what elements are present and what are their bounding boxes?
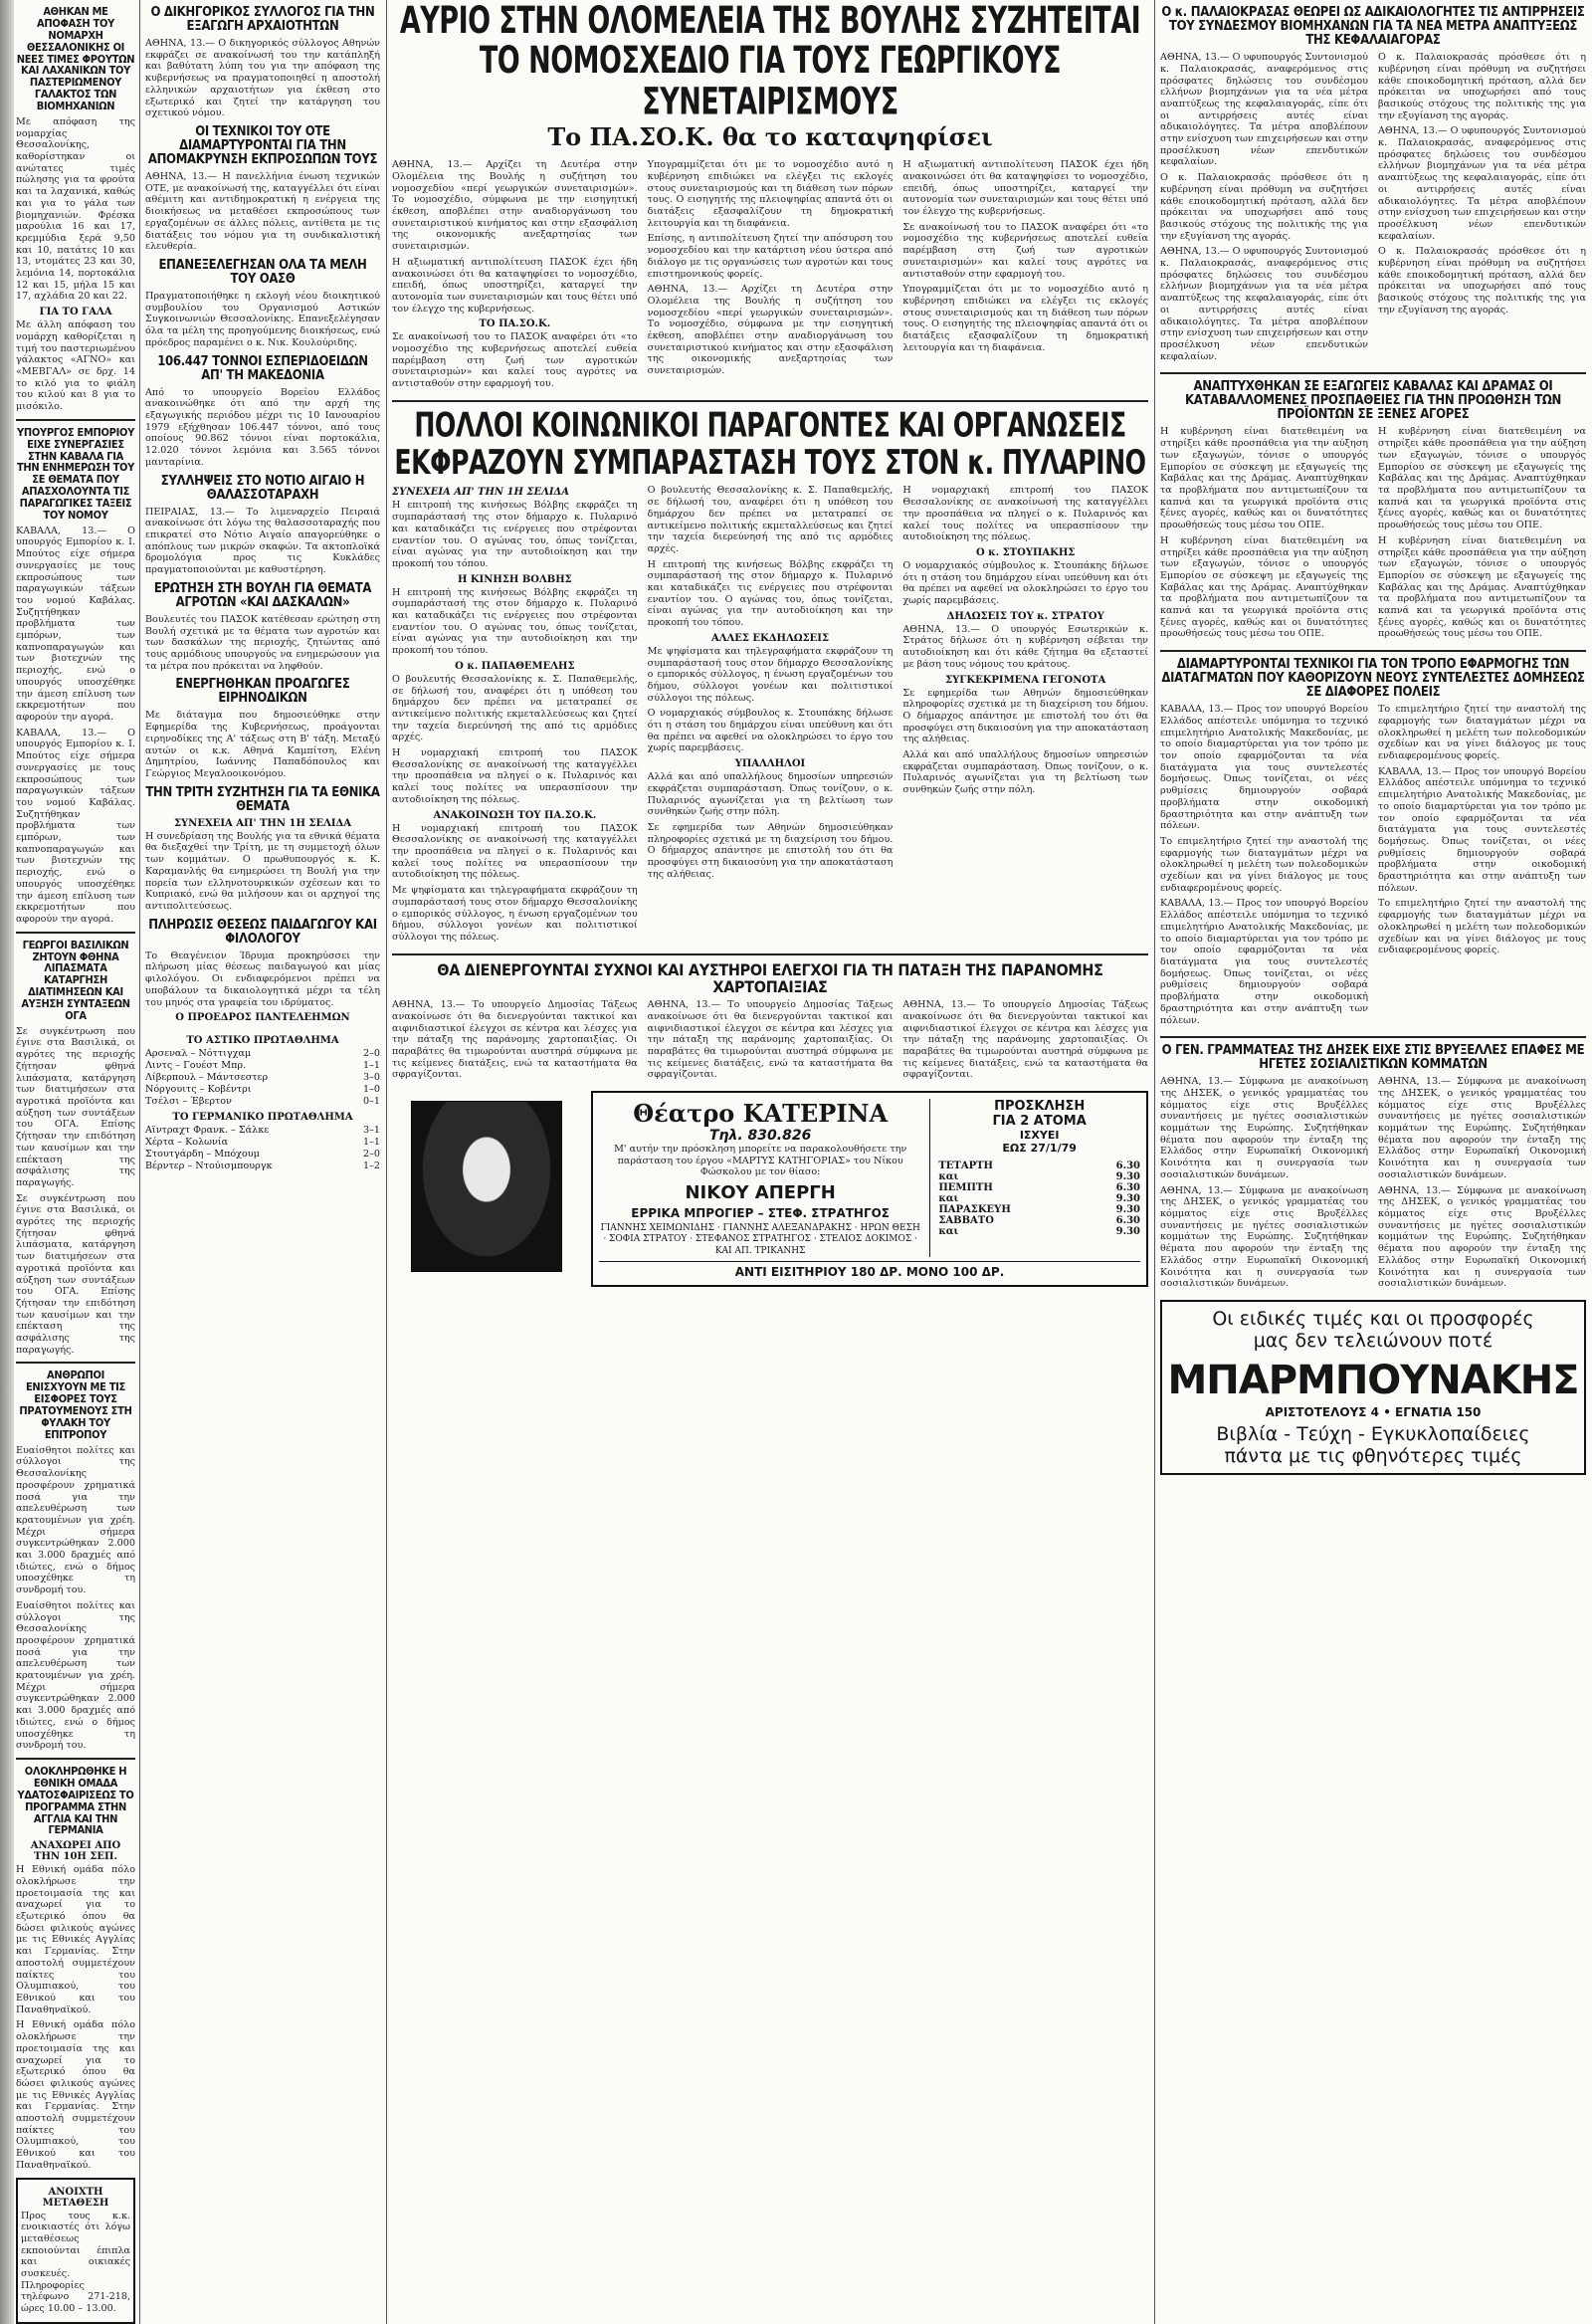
lead-story: [392, 159, 1148, 394]
lead-para: Επίσης, η αντιπολίτευση ζητεί την απόσυρση του νομοσχεδίου και την κατάρτιση νέου ύστερα από διάλογο με τις οργανώσεις των αγροτών και τους επιστημονικούς φορείς.: [647, 233, 894, 280]
headline-farmers: ΓΕΩΡΓΟΙ ΒΑΣΙΛΙΚΩΝ ΖΗΤΟΥΝ ΦΘΗΝΑ ΛΙΠΑΣΜΑΤΑ ΚΑΤΑΡΓΗΣΗ ΔΙΑΤΙΜΗΣΕΩΝ ΚΑΙ ΑΥΞΗΣΗ ΣΥΝΤΑΞΕΩΝ ΟΓΑ: [21, 938, 130, 1022]
article-prisoners-body: Ευαίσθητοι πολίτες και σύλλογοι της Θεσσαλονίκης προσφέρουν χρηματικά ποσά για την απελευθέρωση των κρατουμένων για χρέη. Μέχρι σήμερα συγκεντρώθηκαν 2.000 και 3.000 δραχμές από ιδιώτες, ενώ ο δήμος υποσχέθηκε τη συνδρομή του.: [16, 1444, 135, 1596]
headline-positions: ΠΛΗΡΩΣΙΣ ΘΕΣΕΩΣ ΠΑΙΔΑΓΩΓΟΥ ΚΑΙ ΦΙΛΟΛΟΓΟΥ: [148, 917, 377, 947]
article-lawyers-body: ΑΘΗΝΑ, 13.— Ο δικηγορικός σύλλογος Αθηνών εκφράζει σε ανακοίνωσή του την κατάπληξή και βαθύτατη λύπη του για την απόφαση της κυβερνήσεως να πραγματοποιηθεί η αποστολή ελληνικών αρχαιοτήτων για έκθεση στο εξωτερικό και ζητεί την κατάργηση του σχετικού νόμου.: [145, 38, 380, 119]
article-milk-body: Με άλλη απόφαση του νομάρχη καθορίζεται η τιμή του παστεριωμένου γάλακτος «ΑΓΝΟ» και «ΜΕΒΓΑΛ» σε δρχ. 14 το κιλό για το φιάλη του κιλού και 8 για το μισόκιλο.: [16, 319, 135, 413]
story-para: Ο νομαρχιακός σύμβουλος κ. Στουπάκης δήλωσε ότι η στάση του δημάρχου είναι υπεύθυνη και ότι θα πρέπει να αφεθεί να ολοκληρώσει το έργο του χωρίς παρεμβάσεις.: [902, 559, 1148, 607]
lead-para: Η αξιωματική αντιπολίτευση ΠΑΣΟΚ έχει ήδη ανακοινώσει ότι θα καταψηφίσει το νομοσχέδιο, επειδή, όπως υποστηρίζει, καταργεί την αυτονομία των συνεταιρισμών και τους θέτει υπό τον έλεγχο της κυβερνήσεως.: [392, 256, 638, 315]
page-gutter-shadow: [0, 0, 14, 2324]
divider: [1160, 650, 1586, 652]
story-para: Το επιμελητήριο ζητεί την αναστολή της εφαρμογής των διαταγμάτων μέχρι να ολοκληρωθεί η μελέτη των πολεοδομικών σχεδίων και να γίνει διάλογος με τους ενδιαφερομένους φορείς.: [1378, 704, 1586, 762]
story-para: Σε εφημερίδα των Αθηνών δημοσιεύθηκαν πληροφορίες σχετικά με τη διαχείριση του δήμου. Ο δήμαρχος απάντησε με επιστολή του ότι θα προσφύγει στη δικαιοσύνη για την αποκατάσταση της αλήθειας.: [902, 687, 1148, 745]
technicians-story: [1160, 704, 1586, 1030]
article-commerce-body-2: ΚΑΒΑΛΑ, 13.— Ο υπουργός Εμπορίου κ. Ι. Μπούτος είχε σήμερα συνεργασίες με τους εκπροσώπους των παραγωγικών τάξεων του νομού Καβάλας. Συζητήθηκαν προβλήματα των εμπόρων, των καπνοπαραγωγών και των βιοτεχνών της περιοχής, ενώ ο υπουργός υποσχέθηκε την άμεση επίλυση των εκκρεμοτήτων που αφορούν την αγορά.: [16, 727, 135, 925]
headline-citrus: 106.447 ΤΟΝΝΟΙ ΕΣΠΕΡΙΔΟΕΙΔΩΝ ΑΠ' ΤΗ ΜΑΚΕΔΟΝΙΑ: [157, 353, 368, 383]
subhead-waterpolo: ΑΝΑΧΩΡΕΙ ΑΠΟ ΤΗΝ 10Η ΣΕΠ.: [30, 1840, 121, 1863]
article-prices-body: Με απόφαση της νομαρχίας Θεσσαλονίκης, καθορίστηκαν οι ανώτατες τιμές πώλησης για τα φρούτα και τα λαχανικά, καθώς και για το γάλα των βιομηχανιών. Φρέσκα μαρούλια 16 και 17, κρεμμύδια ξερά 9,50 και 10, πατάτες 10 και 13, ντομάτες 23 και 30, λεμόνια 14, πορτοκάλια 12 και 15, μήλα 15 και 17, αχλάδια 20 και 22.: [16, 115, 135, 303]
subhead: ΔΗΛΩΣΕΙΣ ΤΟΥ κ. ΣΤΡΑΤΟΥ: [946, 610, 1104, 622]
portrait-block: [392, 1091, 581, 1287]
invite-label: ΠΡΟΣΚΛΗΣΗ: [994, 1099, 1086, 1115]
bookshop-ad: [1160, 1300, 1586, 1475]
column-3-main: [392, 0, 1148, 1287]
story-para: ΑΘΗΝΑ, 13.— Σύμφωνα με ανακοίνωση της ΔΗΣΕΚ, ο γενικός γραμματέας του κόμματος είχε στις Βρυξέλλες συναντήσεις με ηγέτες σοσιαλιστικών κομμάτων της Ευρώπης. Συζητήθηκαν θέματα που αφορούν την ένταξη της Ελλάδος στην Ευρωπαϊκή Οικονομική Κοινότητα και η συνεργασία των σοσιαλιστικών δυνάμεων.: [1378, 1184, 1586, 1290]
schedule-row: ΠΑΡΑΣΚΕΥΗ 9.30: [938, 1204, 1140, 1216]
story-para: Η κυβέρνηση είναι διατεθειμένη να στηρίξει κάθε προσπάθεια για την αύξηση των εξαγωγών, τόνισε ο υπουργός Εμπορίου σε σύσκεψη με εξαγωγείς της Καβάλας και της Δράμας. Αναπτύχθηκαν τα προβλήματα που αντιμετωπίζουν τα καπνά και τα γεωργικά προϊόντα στις ξένες αγορές, καθώς και οι δυνατότητες προωθήσεώς τους μέσω του ΟΠΕ.: [1378, 426, 1586, 531]
subhead: ΣΥΓΚΕΚΡΙΜΕΝΑ ΓΕΓΟΝΟΤΑ: [945, 674, 1106, 686]
bookshop-name: ΜΠΑΡΜΠΟΥΝΑΚΗΣ: [1167, 1357, 1579, 1403]
headline-lawyers: Ο ΔΙΚΗΓΟΡΙΚΟΣ ΣΥΛΛΟΓΟΣ ΓΙΑ ΤΗΝ ΕΞΑΓΩΓΗ ΑΡΧΑΙΟΤΗΤΩΝ: [150, 5, 375, 35]
subhead: Ο κ. ΠΑΠΑΘΕΜΕΛΗΣ: [455, 660, 575, 672]
subhead: ΑΝΑΚΟΙΝΩΣΗ ΤΟΥ ΠΑ.ΣΟ.Κ.: [433, 809, 597, 821]
story-para: Σε εφημερίδα των Αθηνών δημοσιεύθηκαν πληροφορίες σχετικά με τη διαχείριση του δήμου. Ο δήμαρχος απάντησε με επιστολή του ότι θα προσφύγει στη δικαιοσύνη για την αποκατάσταση της αλήθειας.: [647, 822, 894, 880]
schedule-row: και 9.30: [938, 1193, 1140, 1205]
story-para: Η κυβέρνηση είναι διατεθειμένη να στηρίξει κάθε προσπάθεια για την αύξηση των εξαγωγών, τόνισε ο υπουργός Εμπορίου σε σύσκεψη με εξαγωγείς της Καβάλας και της Δράμας. Αναπτύχθηκαν τα προβλήματα που αντιμετωπίζουν τα καπνά και τα γεωργικά προϊόντα στις ξένες αγορές, καθώς και οι δυνατότητες προωθήσεώς τους μέσω του ΟΠΕ.: [1160, 534, 1368, 640]
article-citrus-body: Από το υπουργείο Βορείου Ελλάδος ανακοινώθηκε ότι από την αρχή της εξαγωγικής περιόδου μέχρι τις 10 Ιανουαρίου 1979 εξήχθησαν 106.447 τόννοι, από τους οποίους 90.862 τόννοι είναι πορτοκάλια, 12.020 τόννοι λεμόνια και 3.565 τόννοι μανταρίνια.: [145, 386, 380, 468]
divider: [16, 419, 135, 421]
divider: [16, 1362, 135, 1364]
article-prisoners-body-2: Ευαίσθητοι πολίτες και σύλλογοι της Θεσσαλονίκης προσφέρουν χρηματικά ποσά για την απελευθέρωση των κρατουμένων για χρέη. Μέχρι σήμερα συγκεντρώθηκαν 2.000 και 3.000 δραχμές από ιδιώτες, ενώ ο δήμος υποσχέθηκε τη συνδρομή του.: [16, 1599, 135, 1752]
story-para: Η κυβέρνηση είναι διατεθειμένη να στηρίξει κάθε προσπάθεια για την αύξηση των εξαγωγών, τόνισε ο υπουργός Εμπορίου σε σύσκεψη με εξαγωγείς της Καβάλας και της Δράμας. Αναπτύχθηκαν τα προβλήματα που αντιμετωπίζουν τα καπνά και τα γεωργικά προϊόντα στις ξένες αγορές, καθώς και οι δυνατότητες προωθήσεώς τους μέσω του ΟΠΕ.: [1378, 534, 1586, 640]
story-para: Ο νομαρχιακός σύμβουλος κ. Στουπάκης δήλωσε ότι η στάση του δημάρχου είναι υπεύθυνη και ότι θα πρέπει να αφεθεί να ολοκληρώσει το έργο του χωρίς παρεμβάσεις.: [647, 708, 894, 754]
story-para: Η νομαρχιακή επιτροπή του ΠΑΣΟΚ Θεσσαλονίκης σε ανακοίνωσή της καταγγέλλει την προσπάθεια να πληγεί ο κ. Πυλαρινός και καλεί τους πολίτες να υπερασπίσουν την αυτοδιοίκηση της πόλεως.: [392, 747, 638, 805]
headline-aegean: ΣΥΛΛΗΨΕΙΣ ΣΤΟ ΝΟΤΙΟ ΑΙΓΑΙΟ Η ΘΑΛΑΣΣΟΤΑΡΑΧΗ: [160, 473, 365, 503]
invite-until: ΕΩΣ 27/1/79: [1002, 1142, 1077, 1156]
story-para: Ο βουλευτής Θεσσαλονίκης κ. Σ. Παπαθεμελής, σε δήλωσή του, αναφέρει ότι η υπόθεση του δημάρχου δεν πρέπει να μετατραπεί σε αντικείμενο πολιτικής εκμεταλλεύσεως και ζητεί την ταχεία διερεύνησή της από τις αρμόδιες αρχές.: [647, 485, 894, 554]
lead-para: Σε ανακοίνωσή του το ΠΑΣΟΚ αναφέρει ότι «το νομοσχέδιο της κυβερνήσεως αποτελεί ευθεία παρέμβαση στη ζωή των αγροτικών συνεταιρισμών» και καλεί τους αγρότες να αντισταθούν στην εφαρμογή του.: [392, 331, 638, 390]
schedule-row: και 9.30: [938, 1171, 1140, 1183]
subhead-continued: ΣΥΝΕΧΕΙΑ ΑΠ' ΤΗΝ 1Η ΣΕΛΙΔΑ: [173, 817, 352, 829]
subhead-milk: ΓΙΑ ΤΟ ΓΑΛΑ: [39, 307, 112, 318]
exporters-story: [1160, 426, 1586, 644]
story-para: Το επιμελητήριο ζητεί την αναστολή της εφαρμογής των διαταγμάτων μέχρι να ολοκληρωθεί η μελέτη των πολεοδομικών σχεδίων και να γίνει διάλογος με τους ενδιαφερομένους φορείς.: [1160, 835, 1368, 894]
score-row: Στουτγάρδη – Μπόχουμ 2–0: [145, 1149, 380, 1161]
sports-block: [145, 1031, 380, 1172]
score-row: Βέρντερ – Ντούισμπουργκ 1–2: [145, 1161, 380, 1172]
story-para: Αλλά και από υπαλλήλους δημοσίων υπηρεσιών εκφράζεται συμπαράσταση. Όπως τονίζουν, ο κ. Πυλαρινός αγωνίζεται για τη βελτίωση των συνθηκών ζωής στην πόλη.: [902, 749, 1148, 796]
theatre-price: ΑΝΤΙ ΕΙΣΙΤΗΡΙΟΥ 180 ΔΡ. ΜΟΝΟ 100 ΔΡ.: [599, 1261, 1140, 1279]
signature: Ο ΠΡΟΕΔΡΟΣ ΠΑΝΤΕΛΕΗΜΩΝ: [175, 1012, 350, 1024]
headline-justices: ΕΝΕΡΓΗΘΗΚΑΝ ΠΡΟΑΓΩΓΕΣ ΕΙΡΗΝΟΔΙΚΩΝ: [175, 677, 350, 707]
article-farmers-body-2: Σε συγκέντρωση που έγινε στα Βασιλικά, οι αγρότες της περιοχής ζήτησαν φθηνά λιπάσματα, κατάργηση των διατιμήσεων στα αγροτικά προϊόντα και αύξηση των συντάξεων του ΟΓΑ. Επίσης ζήτησαν την επιδότηση των καυσίμων και την επέκταση της ασφάλισης της παραγωγής.: [16, 1192, 135, 1356]
story-para: Ο κ. Παλαιοκρασάς πρόσθεσε ότι η κυβέρνηση είναι πρόθυμη να συζητήσει κάθε εποικοδομητική πρόταση, αλλά δεν πρόκειται να υποχωρήσει από τους βασικούς στόχους της πολιτικής της για την εξυγίανση της αγοράς.: [1378, 52, 1586, 121]
subhead: ΑΛΛΕΣ ΕΚΔΗΛΩΣΕΙΣ: [710, 632, 830, 644]
theatre-intro: Μ' αυτήν την πρόσκληση μπορείτε να παρακολουθήσετε την παράσταση του έργου «ΜΑΡΤΥΣ ΚΑΤΗΓΟΡΙΑΣ» του Νίκου Φώσκολου με τον θίασο:: [614, 1144, 907, 1178]
notice-box: [16, 2178, 135, 2324]
column-rule: [386, 0, 387, 2324]
article-positions-body: Το Θεαγένειον Ίδρυμα προκηρύσσει την πλήρωση μίας θέσεως παιδαγωγού και μίας φιλολόγου. Οι ενδιαφερόμενοι πρέπει να υποβάλουν τα δικαιολογητικά μέχρι τα τέλη του μηνός στα γραφεία του ιδρύματος.: [145, 950, 380, 1008]
story-para: Με ψηφίσματα και τηλεγραφήματα εκφράζουν τη συμπαράστασή τους στον δήμαρχο Θεσσαλονίκης ο εμπορικός σύλλογος, η ένωση εργαζομένων του δήμου, σύλλογοι γονέων και πολιτιστικοί σύλλογοι της πόλεως.: [392, 885, 638, 943]
article-waterpolo-body-2: Η Εθνική ομάδα πόλο ολοκλήρωσε την προετοιμασία της και αναχωρεί για το εξωτερικό όπου θα δώσει φιλικούς αγώνες με τις Εθνικές Αγγλίας και Γερμανίας. Στην αποστολή συμμετέχουν παίκτες του Ολυμπιακού, του Εθνικού και του Παναθηναϊκού.: [16, 2019, 135, 2171]
article-commerce-body: ΚΑΒΑΛΑ, 13.— Ο υπουργός Εμπορίου κ. Ι. Μπούτος είχε σήμερα συνεργασίες με τους εκπροσώπους των παραγωγικών τάξεων του νομού Καβάλας. Συζητήθηκαν προβλήματα των εμπόρων, των καπνοπαραγωγών και των βιοτεχνών της περιοχής, ενώ ο υπουργός υποσχέθηκε την άμεση επίλυση των εκκρεμοτήτων που αφορούν την αγορά.: [16, 525, 135, 723]
score-row: Νόργουιτς – Κοβέντρι 1–0: [145, 1084, 380, 1096]
column-1: [16, 0, 135, 2324]
score-row: Λίβερπουλ – Μάντσεστερ 3–0: [145, 1072, 380, 1084]
headline-exporters: ΑΝΑΠΤΥΧΘΗΚΑΝ ΣΕ ΕΞΑΓΩΓΕΙΣ ΚΑΒΑΛΑΣ ΚΑΙ ΔΡΑΜΑΣ ΟΙ ΚΑΤΑΒΑΛΛΟΜΕΝΕΣ ΠΡΟΣΠΑΘΕΙΕΣ ΓΙΑ ΤΗΝ ΠΡΟΩΘΗΣΗ ΤΩΝ ΠΡΟΪΟΝΤΩΝ ΣΕ ΞΕΝΕΣ ΑΓΟΡΕΣ: [1184, 379, 1562, 423]
score-row: Χέρτα – Κολωνία 1–1: [145, 1137, 380, 1149]
subhead: ΥΠΑΛΛΗΛΟΙ: [734, 758, 806, 770]
lead-para: Υπογραμμίζεται ότι με το νομοσχέδιο αυτό η κυβέρνηση επιδιώκει να ελέγξει τις εκλογές στους συνεταιρισμούς και τη διάθεση των πόρων τους. Ο εισηγητής της πλειοψηφίας απαντά ότι οι διατάξεις εξασφαλίζουν τη δημοκρατική λειτουργία και τη διαφάνεια.: [647, 159, 894, 229]
lead-para: Η αξιωματική αντιπολίτευση ΠΑΣΟΚ έχει ήδη ανακοινώσει ότι θα καταψηφίσει το νομοσχέδιο, επειδή, όπως υποστηρίζει, καταργεί την αυτονομία των συνεταιρισμών και τους θέτει υπό τον έλεγχο της κυβερνήσεως.: [902, 159, 1148, 217]
actor-portrait-photo: [411, 1101, 562, 1272]
story-para: Το επιμελητήριο ζητεί την αναστολή της εφαρμογής των διαταγμάτων μέχρι να ολοκληρωθεί η μελέτη των πολεοδομικών σχεδίων και να γίνει διάλογος με τους ενδιαφερομένους φορείς.: [1378, 898, 1586, 956]
article-question-body: Βουλευτές του ΠΑΣΟΚ κατέθεσαν ερώτηση στη Βουλή σχετικά με τα θέματα των αγροτών και των δασκάλων της περιοχής, ζητώντας από τους αρμόδιους υπουργούς να ενημερώσουν για τα μέτρα που πρόκειται να ληφθούν.: [145, 613, 380, 672]
lead-para: ΑΘΗΝΑ, 13.— Αρχίζει τη Δευτέρα στην Ολομέλεια της Βουλής η συζήτηση του νομοσχεδίου «περί γεωργικών συνεταιρισμών». Το νομοσχέδιο, σύμφωνα με την εισηγητική έκθεση, αποβλέπει στην αναδιοργάνωση του συνεταιριστικού κινήματος και στην εξασφάλιση της οικονομικής ανεξαρτησίας των συνεταιρισμών.: [647, 284, 894, 377]
sports-title: ΤΟ ΑΣΤΙΚΟ ΠΡΩΤΑΘΛΗΜΑ: [186, 1035, 339, 1047]
theatre-co-stars: ΕΡΡΙΚΑ ΜΠΡΟΓΙΕΡ – ΣΤΕΦ. ΣΤΡΑΤΗΓΟΣ: [631, 1206, 891, 1221]
headline-dhsek: Ο ΓΕΝ. ΓΡΑΜΜΑΤΕΑΣ ΤΗΣ ΔΗΣΕΚ ΕΙΧΕ ΣΤΙΣ ΒΡΥΞΕΛΛΕΣ ΕΠΑΦΕΣ ΜΕ ΗΓΕΤΕΣ ΣΟΣΙΑΛΙΣΤΙΚΩΝ ΚΟΜΜΑΤΩΝ: [1161, 1043, 1585, 1073]
story-para: ΚΑΒΑΛΑ, 13.— Προς τον υπουργό Βορείου Ελλάδος απέστειλε υπόμνημα το τεχνικό επιμελητήριο Ανατολικής Μακεδονίας, με το οποίο διαμαρτύρεται για τον τρόπο με τον οποίο εφαρμόζονται τα νέα διατάγματα για τους συντελεστές δομήσεως. Όπως τονίζεται, οι νέες ρυθμίσεις δημιουργούν σοβαρά προβλήματα στην οικοδομική δραστηριότητα και στην ανάπτυξη των πόλεων.: [1160, 898, 1368, 1026]
main-deck: Το ΠΑ.ΣΟ.Κ. θα το καταψηφίσει: [547, 122, 993, 152]
headline-capital-market: Ο κ. ΠΑΛΑΙΟΚΡΑΣΑΣ ΘΕΩΡΕΙ ΩΣ ΑΔΙΚΑΙΟΛΟΓΗΤΕΣ ΤΙΣ ΑΝΤΙΡΡΗΣΕΙΣ ΤΟΥ ΣΥΝΔΕΣΜΟΥ ΒΙΟΜΗΧΑΝΩΝ ΓΙΑ ΤΑ ΝΕΑ ΜΕΤΡΑ ΑΝΑΠΤΥΞΕΩΣ ΤΗΣ ΚΕΦΑΛΑΙΑΓΟΡΑΣ: [1161, 5, 1585, 49]
gambling-para: ΑΘΗΝΑ, 13.— Το υπουργείο Δημοσίας Τάξεως ανακοίνωσε ότι θα διενεργούνται τακτικοί και αιφνιδιαστικοί έλεγχοι σε κέντρα και λέσχες για την πάταξη της παράνομης χαρτοπαιξίας. Οι παραβάτες θα τιμωρούνται αυστηρά σύμφωνα με τις κείμενες διατάξεις, ενώ τα καταστήματα θα σφραγίζονται.: [392, 999, 638, 1081]
main-banner-headline: ΑΥΡΙΟ ΣΤΗΝ ΟΛΟΜΕΛΕΙΑ ΤΗΣ ΒΟΥΛΗΣ ΣΥΖΗΤΕΙΤΑΙ ΤΟ ΝΟΜΟΣΧΕΔΙΟ ΓΙΑ ΤΟΥΣ ΓΕΩΡΓΙΚΟΥΣ ΣΥΝΕΤΑΙΡΙΣΜΟΥΣ: [399, 0, 1141, 124]
theatre-phone: Τηλ. 830.826: [708, 1128, 812, 1145]
article-aegean-body: ΠΕΙΡΑΙΑΣ, 13.— Το λιμεναρχείο Πειραιά ανακοίνωσε ότι λόγω της θαλασσοταραχής που επικρατεί στο Νότιο Αιγαίο απαγορεύθηκε ο απόπλους των μικρών σκαφών. Τα ακτοπλοϊκά δρομολόγια προς τις Κυκλάδες πραγματοποιούνται με καθυστέρηση.: [145, 506, 380, 576]
column-rule: [1154, 0, 1155, 2324]
bookshop-line2: μας δεν τελειώνουν ποτέ: [1253, 1329, 1493, 1352]
lead-para: ΑΘΗΝΑ, 13.— Αρχίζει τη Δευτέρα στην Ολομέλεια της Βουλής η συζήτηση του νομοσχεδίου «περί γεωργικών συνεταιρισμών». Το νομοσχέδιο, σύμφωνα με την εισηγητική έκθεση, αποβλέπει στην αναδιοργάνωση του συνεταιριστικού κινήματος και στην εξασφάλιση της οικονομικής ανεξαρτησίας των συνεταιρισμών.: [392, 159, 638, 253]
dhsek-story: [1160, 1076, 1586, 1294]
story-para: Αλλά και από υπαλλήλους δημοσίων υπηρεσιών εκφράζεται συμπαράσταση. Όπως τονίζουν, ο κ. Πυλαρινός αγωνίζεται για τη βελτίωση των συνθηκών ζωής στην πόλη.: [647, 771, 894, 818]
story-para: Ο κ. Παλαιοκρασάς πρόσθεσε ότι η κυβέρνηση είναι πρόθυμη να συζητήσει κάθε εποικοδομητική πρόταση, αλλά δεν πρόκειται να υποχωρήσει από τους βασικούς στόχους της πολιτικής της για την εξυγίανση της αγοράς.: [1378, 246, 1586, 316]
subhead-pasok: ΤΟ ΠΑ.ΣΟ.Κ.: [479, 318, 551, 330]
bookshop-line4: πάντα με τις φθηνότερες τιμές: [1224, 1444, 1522, 1467]
bookshop-address: ΑΡΙΣΤΟΤΕΛΟΥΣ 4 • ΕΓΝΑΤΙΑ 150: [1265, 1404, 1482, 1419]
gambling-para: ΑΘΗΝΑ, 13.— Το υπουργείο Δημοσίας Τάξεως ανακοίνωσε ότι θα διενεργούνται τακτικοί και αιφνιδιαστικοί έλεγχοι σε κέντρα και λέσχες για την πάταξη της παράνομης χαρτοπαιξίας. Οι παραβάτες θα τιμωρούνται αυστηρά σύμφωνα με τις κείμενες διατάξεις, ενώ τα καταστήματα θα σφραγίζονται.: [902, 999, 1148, 1081]
lead-para: Υπογραμμίζεται ότι με το νομοσχέδιο αυτό η κυβέρνηση επιδιώκει να ελέγξει τις εκλογές στους συνεταιρισμούς και τη διάθεση των πόρων τους. Ο εισηγητής της πλειοψηφίας απαντά ότι οι διατάξεις εξασφαλίζουν τη δημοκρατική λειτουργία και τη διαφάνεια.: [902, 284, 1148, 353]
headline-waterpolo: ΟΛΟΚΛΗΡΩΘΗΚΕ Η ΕΘΝΙΚΗ ΟΜΑΔΑ ΥΔΑΤΟΣΦΑΙΡΙΣΕΩΣ ΤΟ ΠΡΟΓΡΑΜΜΑ ΣΤΗΝ ΑΓΓΛΙΑ ΚΑΙ ΤΗΝ ΓΕΡΜΑΝΙΑ: [17, 1765, 134, 1837]
article-ote-body: ΑΘΗΝΑ, 13.— Η πανελλήνια ένωση τεχνικών ΟΤΕ, με ανακοίνωσή της, καταγγέλλει ότι είναι αθέμιτη και αντιδημοκρατική η ενέργεια της διοικήσεως να μεταθέσει εκπροσώπους των εργαζομένων σε άλλες πόλεις, αντίθετα με τις διατάξεις του νόμου για τη συνδικαλιστική ελευθερία.: [145, 171, 380, 253]
headline-question-parliament: ΕΡΩΤΗΣΗ ΣΤΗ ΒΟΥΛΗ ΓΙΑ ΘΕΜΑΤΑ ΑΓΡΟΤΩΝ «ΚΑΙ ΔΑΣΚΑΛΩΝ»: [153, 580, 372, 610]
article-oasth-body: Πραγματοποιήθηκε η εκλογή νέου διοικητικού συμβουλίου του Οργανισμού Αστικών Συγκοινωνιών Θεσσαλονίκης. Επανεξελέγησαν όλα τα μέλη της προηγούμενης διοικήσεως, ενώ πρόεδρος παραμένει ο κ. Νικ. Κουλούριδης.: [145, 291, 380, 348]
story-para: ΑΘΗΝΑ, 13.— Ο υφυπουργός Συντονισμού κ. Παλαιοκρασάς, αναφερόμενος στις πρόσφατες δηλώσεις του συνδέσμου ελλήνων βιομηχάνων για τα νέα μέτρα αναπτύξεως της κεφαλαιαγοράς, είπε ότι οι αντιρρήσεις αυτές είναι αδικαιολόγητες. Τα μέτρα αποβλέπουν στην ενίσχυση των επιχειρήσεων και στην προσέλκυση νέων επενδυτικών κεφαλαίων.: [1160, 246, 1368, 362]
capital-market-story: [1160, 52, 1586, 366]
schedule-row: ΣΑΒΒΑΤΟ 6.30: [938, 1215, 1140, 1227]
story-para: ΚΑΒΑΛΑ, 13.— Προς τον υπουργό Βορείου Ελλάδος απέστειλε υπόμνημα το τεχνικό επιμελητήριο Ανατολικής Μακεδονίας, με το οποίο διαμαρτύρεται για τον τρόπο με τον οποίο εφαρμόζονται τα νέα διατάγματα για τους συντελεστές δομήσεως. Όπως τονίζεται, οι νέες ρυθμίσεις δημιουργούν σοβαρά προβλήματα στην οικοδομική δραστηριότητα και στην ανάπτυξη των πόλεων.: [1160, 704, 1368, 832]
schedule-row: ΠΕΜΠΤΗ 6.30: [938, 1182, 1140, 1194]
article-justices-body: Με διάταγμα που δημοσιεύθηκε στην Εφημερίδα της Κυβερνήσεως, προάγονται ειρηνοδίκες της Α' τάξεως στη Β' τάξη. Μεταξύ αυτών οι κ.κ. Αθηνά Καμπίτση, Ελένη Δημητρίου, Ιωάννης Παπαδόπουλος και Γεώργιος Μεγαλοοικονόμου.: [145, 710, 380, 779]
divider: [392, 953, 1148, 955]
story-para: Η επιτροπή της κινήσεως Βόλβης εκφράζει τη συμπαράστασή της στον δήμαρχο κ. Πυλαρινό και καταδικάζει τις ενέργειες που στρέφονται εναντίον του. Ο αγώνας του, όπως τονίζεται, είναι αγώνας για την αυτοδιοίκηση και την προκοπή του τόπου.: [392, 500, 638, 569]
theatre-ad: [591, 1091, 1148, 1287]
story-para: Η επιτροπή της κινήσεως Βόλβης εκφράζει τη συμπαράστασή της στον δήμαρχο κ. Πυλαρινό και καταδικάζει τις ενέργειες που στρέφονται εναντίον του. Ο αγώνας του, όπως τονίζεται, είναι αγώνας για την αυτοδιοίκηση και την προκοπή του τόπου.: [392, 586, 638, 657]
headline-technicians: ΔΙΑΜΑΡΤΥΡΟΝΤΑΙ ΤΕΧΝΙΚΟΙ ΓΙΑ ΤΟΝ ΤΡΟΠΟ ΕΦΑΡΜΟΓΗΣ ΤΩΝ ΔΙΑΤΑΓΜΑΤΩΝ ΠΟΥ ΚΑΘΟΡΙΖΟΥΝ ΝΕΟΥΣ ΣΥΝΤΕΛΕΣΤΕΣ ΔΟΜΗΣΕΩΣ ΣΕ ΔΙΑΦΟΡΕΣ ΠΟΛΕΙΣ: [1161, 657, 1585, 701]
story-para: ΑΘΗΝΑ, 13.— Σύμφωνα με ανακοίνωση της ΔΗΣΕΚ, ο γενικός γραμματέας του κόμματος είχε στις Βρυξέλλες συναντήσεις με ηγέτες σοσιαλιστικών κομμάτων της Ευρώπης. Συζητήθηκαν θέματα που αφορούν την ένταξη της Ελλάδος στην Ευρωπαϊκή Οικονομική Κοινότητα και η συνεργασία των σοσιαλιστικών δυνάμεων.: [1378, 1076, 1586, 1180]
subhead-continued: ΣΥΝΕΧΕΙΑ ΑΠ' ΤΗΝ 1Η ΣΕΛΙΔΑ: [392, 487, 570, 499]
subhead: Η ΚΙΝΗΣΗ ΒΟΛΒΗΣ: [457, 573, 572, 585]
story-para: Η κυβέρνηση είναι διατεθειμένη να στηρίξει κάθε προσπάθεια για την αύξηση των εξαγωγών, τόνισε ο υπουργός Εμπορίου σε σύσκεψη με εξαγωγείς της Καβάλας και της Δράμας. Αναπτύχθηκαν τα προβλήματα που αντιμετωπίζουν τα καπνά και τα γεωργικά προϊόντα στις ξένες αγορές, καθώς και οι δυνατότητες προωθήσεώς τους μέσω του ΟΠΕ.: [1160, 426, 1368, 531]
gambling-para: ΑΘΗΝΑ, 13.— Το υπουργείο Δημοσίας Τάξεως ανακοίνωσε ότι θα διενεργούνται τακτικοί και αιφνιδιαστικοί έλεγχοι σε κέντρα και λέσχες για την πάταξη της παράνομης χαρτοπαιξίας. Οι παραβάτες θα τιμωρούνται αυστηρά σύμφωνα με τις κείμενες διατάξεις, ενώ τα καταστήματα θα σφραγίζονται.: [647, 999, 894, 1081]
subhead: Ο κ. ΣΤΟΥΠΑΚΗΣ: [975, 546, 1076, 558]
story-para: ΑΘΗΝΑ, 13.— Ο υπουργός Εσωτερικών κ. Στράτος δήλωσε ότι η κυβέρνηση σέβεται την αυτοδιοίκηση και ότι κάθε ζήτημα θα εξεταστεί με βάση τους νόμους του κράτους.: [902, 623, 1148, 670]
bookshop-line1: Οι ειδικές τιμές και οι προσφορές: [1212, 1307, 1534, 1330]
column-4: [1160, 0, 1586, 1475]
second-banner-headline: ΠΟΛΛΟΙ ΚΟΙΝΩΝΙΚΟΙ ΠΑΡΑΓΟΝΤΕΣ ΚΑΙ ΟΡΓΑΝΩΣΕΙΣ ΕΚΦΡΑΖΟΥΝ ΣΥΜΠΑΡΑΣΤΑΣΗ ΤΟΥΣ ΣΤΟΝ κ. ΠΥΛΑΡΙΝΟ: [394, 405, 1146, 482]
theatre-name: Θέατρο ΚΑΤΕΡΙΝΑ: [633, 1099, 889, 1129]
ad-row: [392, 1091, 1148, 1287]
notice-body: Προς τους κ.κ. ενοικιαστές ότι λόγω μεταθέσεως εκποιούνται έπιπλα και οικιακές συσκευές. Πληροφορίες τηλέφωνο 271-218, ώρες 10.00 – 13.00.: [21, 2210, 130, 2315]
sports-title-2: ΤΟ ΓΕΡΜΑΝΙΚΟ ΠΡΩΤΑΘΛΗΜΑ: [172, 1112, 353, 1124]
score-row: Αρσεναλ – Νόττιγχαμ 2–0: [145, 1048, 380, 1060]
story-para: Η επιτροπή της κινήσεως Βόλβης εκφράζει τη συμπαράστασή της στον δήμαρχο κ. Πυλαρινό και καταδικάζει τις ενέργειες που στρέφονται εναντίον του. Ο αγώνας του, όπως τονίζεται, είναι αγώνας για την αυτοδιοίκηση και την προκοπή του τόπου.: [647, 558, 894, 629]
headline-prices: ΑΘΗΚΑΝ ΜΕ ΑΠΟΦΑΣΗ ΤΟΥ ΝΟΜΑΡΧΗ ΘΕΣΣΑΛΟΝΙΚΗΣ ΟΙ ΝΕΕΣ ΤΙΜΕΣ ΦΡΟΥΤΩΝ ΚΑΙ ΛΑΧΑΝΙΚΩΝ ΤΟΥ ΠΑΣΤΕΡΙΩΜΕΝΟΥ ΓΑΛΑΚΤΟΣ ΤΩΝ ΒΙΟΜΗΧΑΝΙΩΝ: [16, 5, 135, 112]
column-2: [145, 0, 380, 1172]
headline-oasth: ΕΠΑΝΕΞΕΛΕΓΗΣΑΝ ΟΛΑ ΤΑ ΜΕΛΗ ΤΟΥ ΟΑΣΘ: [158, 258, 367, 288]
score-row: Αϊντραχτ Φρανκ. – Σάλκε 3–1: [145, 1125, 380, 1137]
story-para: ΑΘΗΝΑ, 13.— Ο υφυπουργός Συντονισμού κ. Παλαιοκρασάς, αναφερόμενος στις πρόσφατες δηλώσεις του συνδέσμου ελλήνων βιομηχάνων για τα νέα μέτρα αναπτύξεως της κεφαλαιαγοράς, είπε ότι οι αντιρρήσεις αυτές είναι αδικαιολόγητες. Τα μέτρα αποβλέπουν στην ενίσχυση των επιχειρήσεων και στην προσέλκυση νέων επενδυτικών κεφαλαίων.: [1160, 52, 1368, 168]
invite-valid: ΙΣΧΥΕΙ: [1019, 1129, 1060, 1143]
lead-para: Σε ανακοίνωσή του το ΠΑΣΟΚ αναφέρει ότι «το νομοσχέδιο της κυβερνήσεως αποτελεί ευθεία παρέμβαση στη ζωή των αγροτικών συνεταιρισμών» και καλεί τους αγρότες να αντισταθούν στην εφαρμογή του.: [902, 221, 1148, 280]
divider: [1160, 1036, 1586, 1038]
bookshop-line3: Βιβλία - Τεύχη - Εγκυκλοπαίδειες: [1216, 1422, 1530, 1445]
schedule-row: και 9.30: [938, 1226, 1140, 1238]
score-row: Λιντς – Γουέστ Μπρ. 1–1: [145, 1060, 380, 1072]
divider: [16, 1758, 135, 1760]
schedule-row: ΤΕΤΑΡΤΗ 6.30: [938, 1161, 1140, 1172]
story-para: ΚΑΒΑΛΑ, 13.— Προς τον υπουργό Βορείου Ελλάδος απέστειλε υπόμνημα το τεχνικό επιμελητήριο Ανατολικής Μακεδονίας, με το οποίο διαμαρτύρεται για τον τρόπο με τον οποίο εφαρμόζονται τα νέα διατάγματα για τους συντελεστές δομήσεως. Όπως τονίζεται, οι νέες ρυθμίσεις δημιουργούν σοβαρά προβλήματα στην οικοδομική δραστηριότητα και στην ανάπτυξη των πόλεων.: [1378, 765, 1586, 894]
theatre-cast: ΓΙΑΝΝΗΣ ΧΕΙΜΩΝΙΔΗΣ · ΓΙΑΝΝΗΣ ΑΛΕΞΑΝΔΡΑΚΗΣ · ΗΡΩΝ ΘΕΣΗ · ΣΟΦΙΑ ΣΤΡΑΤΟΥ · ΣΤΕΦΑΝΟΣ ΣΤΡΑΤΗΓΟΣ · ΣΤΕΛΙΟΣ ΔΟΚΙΜΟΣ · ΚΑΙ ΑΠ. ΤΡΙΚΑΝΗΣ: [600, 1223, 920, 1256]
headline-gambling: ΘΑ ΔΙΕΝΕΡΓΟΥΝΤΑΙ ΣΥΧΝΟΙ ΚΑΙ ΑΥΣΤΗΡΟΙ ΕΛΕΓΧΟΙ ΓΙΑ ΤΗ ΠΑΤΑΞΗ ΤΗΣ ΠΑΡΑΝΟΜΗΣ ΧΑΡΤΟΠΑΙΞΙΑΣ: [437, 959, 1103, 996]
second-story: [392, 485, 1148, 947]
article-farmers-body: Σε συγκέντρωση που έγινε στα Βασιλικά, οι αγρότες της περιοχής ζήτησαν φθηνά λιπάσματα, κατάργηση των διατιμήσεων στα αγροτικά προϊόντα και αύξηση των συντάξεων του ΟΓΑ. Επίσης ζήτησαν την επιδότηση των καυσίμων και την επέκταση της ασφάλισης της παραγωγής.: [16, 1025, 135, 1188]
headline-national-issues: ΤΗΝ ΤΡΙΤΗ ΣΥΖΗΤΗΣΗ ΓΙΑ ΤΑ ΕΘΝΙΚΑ ΘΕΜΑΤΑ: [145, 784, 380, 814]
story-para: Ο κ. Παλαιοκρασάς πρόσθεσε ότι η κυβέρνηση είναι πρόθυμη να συζητήσει κάθε εποικοδομητική πρόταση, αλλά δεν πρόκειται να υποχωρήσει από τους βασικούς στόχους της πολιτικής της για την εξυγίανση της αγοράς.: [1160, 172, 1368, 242]
story-para: Η νομαρχιακή επιτροπή του ΠΑΣΟΚ Θεσσαλονίκης σε ανακοίνωσή της καταγγέλλει την προσπάθεια να πληγεί ο κ. Πυλαρινός και καλεί τους πολίτες να υπερασπίσουν την αυτοδιοίκηση της πόλεως.: [902, 485, 1148, 543]
theatre-lead-actor: ΝΙΚΟΥ ΑΠΕΡΓΗ: [685, 1182, 836, 1204]
headline-commerce-minister: ΥΠΟΥΡΓΟΣ ΕΜΠΟΡΙΟΥ ΕΙΧΕ ΣΥΝΕΡΓΑΣΙΕΣ ΣΤΗΝ ΚΑΒΑΛΑ ΓΙΑ ΤΗΝ ΕΝΗΜΕΡΩΣΗ ΤΟΥ ΣΕ ΘΕΜΑΤΑ ΠΟΥ ΑΠΑΣΧΟΛΟΥΝΤΑ ΤΙΣ ΠΑΡΑΓΩΓΙΚΕΣ ΤΑΞΕΙΣ ΤΟΥ ΝΟΜΟΥ: [16, 425, 135, 522]
article-national-body: Η συνεδρίαση της Βουλής για τα εθνικά θέματα θα διεξαχθεί την Τρίτη, με τη συμμετοχή όλων των κομμάτων. Ο πρωθυπουργός κ. Κ. Καραμανλής θα ενημερώσει τη Βουλή για την πορεία των ελληνοτουρκικών σχέσεων και το Κυπριακό, ενώ θα μιλήσουν και οι αρχηγοί της αντιπολιτεύσεως.: [145, 830, 380, 912]
article-waterpolo-body: Η Εθνική ομάδα πόλο ολοκλήρωσε την προετοιμασία της και αναχωρεί για το εξωτερικό όπου θα δώσει φιλικούς αγώνες με τις Εθνικές Αγγλίας και Γερμανίας. Στην αποστολή συμμετέχουν παίκτες του Ολυμπιακού, του Εθνικού και του Παναθηναϊκού.: [16, 1864, 135, 2015]
story-para: Η νομαρχιακή επιτροπή του ΠΑΣΟΚ Θεσσαλονίκης σε ανακοίνωσή της καταγγέλλει την προσπάθεια να πληγεί ο κ. Πυλαρινός και καλεί τους πολίτες να υπερασπίσουν την αυτοδιοίκηση της πόλεως.: [392, 822, 638, 881]
score-row: Τσέλσι – Έβερτον 0–1: [145, 1096, 380, 1108]
divider: [16, 932, 135, 934]
divider: [392, 400, 1148, 402]
invite-persons: ΓΙΑ 2 ΑΤΟΜΑ: [992, 1114, 1087, 1130]
notice-title: ΑΝΟΙΧΤΗ ΜΕΤΑΘΕΣΗ: [42, 2186, 109, 2209]
story-para: Με ψηφίσματα και τηλεγραφήματα εκφράζουν τη συμπαράστασή τους στον δήμαρχο Θεσσαλονίκης ο εμπορικός σύλλογος, η ένωση εργαζομένων του δήμου, σύλλογοι γονέων και πολιτιστικοί σύλλογοι της πόλεως.: [647, 645, 894, 704]
column-rule: [139, 0, 140, 2324]
story-para: Ο βουλευτής Θεσσαλονίκης κ. Σ. Παπαθεμελής, σε δήλωσή του, αναφέρει ότι η υπόθεση του δημάρχου δεν πρέπει να μετατραπεί σε αντικείμενο πολιτικής εκμεταλλεύσεως και ζητεί την ταχεία διερεύνησή της από τις αρμόδιες αρχές.: [392, 673, 638, 743]
story-para: ΑΘΗΝΑ, 13.— Ο υφυπουργός Συντονισμού κ. Παλαιοκρασάς, αναφερόμενος στις πρόσφατες δηλώσεις του συνδέσμου ελλήνων βιομηχάνων για τα νέα μέτρα αναπτύξεως της κεφαλαιαγοράς, είπε ότι οι αντιρρήσεις αυτές είναι αδικαιολόγητες. Τα μέτρα αποβλέπουν στην ενίσχυση των επιχειρήσεων και στην προσέλκυση νέων επενδυτικών κεφαλαίων.: [1378, 125, 1586, 242]
story-para: ΑΘΗΝΑ, 13.— Σύμφωνα με ανακοίνωση της ΔΗΣΕΚ, ο γενικός γραμματέας του κόμματος είχε στις Βρυξέλλες συναντήσεις με ηγέτες σοσιαλιστικών κομμάτων της Ευρώπης. Συζητήθηκαν θέματα που αφορούν την ένταξη της Ελλάδος στην Ευρωπαϊκή Οικονομική Κοινότητα και η συνεργασία των σοσιαλιστικών δυνάμεων.: [1160, 1076, 1368, 1180]
divider: [1160, 372, 1586, 374]
gambling-story: [392, 999, 1148, 1085]
story-para: ΑΘΗΝΑ, 13.— Σύμφωνα με ανακοίνωση της ΔΗΣΕΚ, ο γενικός γραμματέας του κόμματος είχε στις Βρυξέλλες συναντήσεις με ηγέτες σοσιαλιστικών κομμάτων της Ευρώπης. Συζητήθηκαν θέματα που αφορούν την ένταξη της Ελλάδος στην Ευρωπαϊκή Οικονομική Κοινότητα και η συνεργασία των σοσιαλιστικών δυνάμεων.: [1160, 1184, 1368, 1290]
headline-ote: ΟΙ ΤΕΧΝΙΚΟΙ ΤΟΥ ΟΤΕ ΔΙΑΜΑΡΤΥΡΟΝΤΑΙ ΓΙΑ ΤΗΝ ΑΠΟΜΑΚΡΥΝΣΗ ΕΚΠΡΟΣΩΠΩΝ ΤΟΥΣ: [147, 123, 378, 168]
headline-prisoners: ΑΝΘΡΩΠΟΙ ΕΝΙΣΧΥΟΥΝ ΜΕ ΤΙΣ ΕΙΣΦΟΡΕΣ ΤΟΥΣ ΠΡΑΤΟΥΜΕΝΟΥΣ ΣΤΗ ΦΥΛΑΚΗ ΤΟΥ ΕΠΙΤΡΟΠΟΥ: [19, 1369, 132, 1441]
